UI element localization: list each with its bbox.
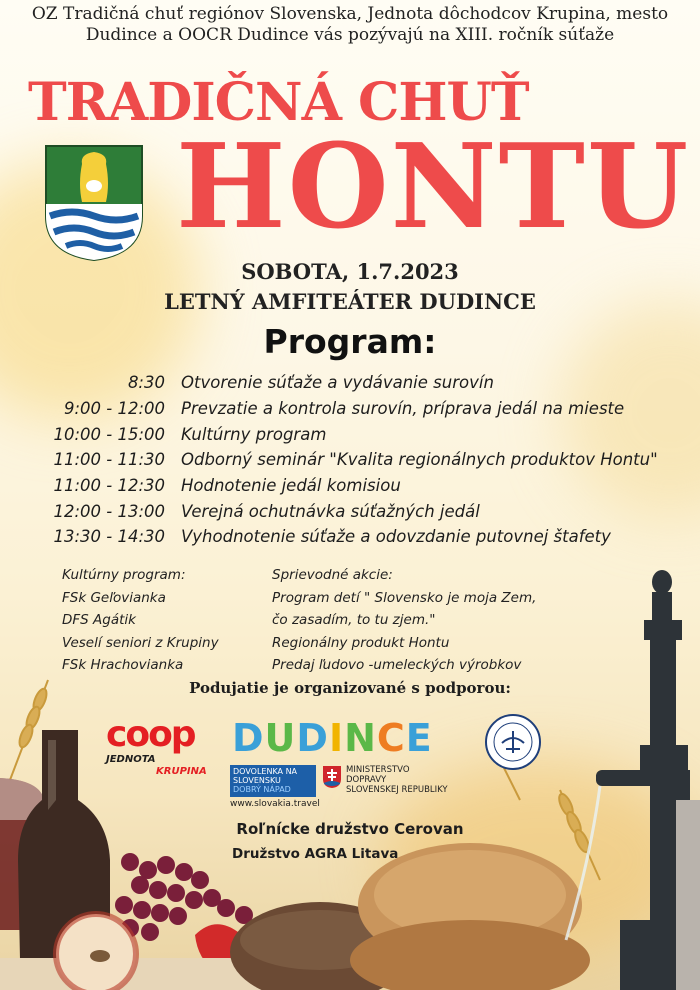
ministry-line: MINISTERSTVO: [346, 765, 410, 775]
dudince-letter: I: [328, 716, 345, 760]
cultural-item: FSk Hrachovianka: [62, 657, 184, 673]
support-heading: Podujatie je organizované s podporou:: [189, 679, 511, 697]
side-events: [272, 564, 536, 677]
schedule-event: Prevzatie a kontrola surovín, príprava jedál na mieste: [181, 399, 625, 419]
dudince-letter: D: [232, 716, 265, 760]
cultural-item: DFS Agátik: [62, 612, 136, 628]
dudince-logo: [232, 716, 433, 760]
intro-line: Dudince a OOCR Dudince vás pozývajú na XIII. ročník súťaže: [85, 25, 615, 45]
side-events-heading: Sprievodné akcie:: [272, 567, 393, 583]
cultural-item: FSk Geľovianka: [62, 589, 166, 606]
side-event-item: Program detí " Slovensko je moja Zem,: [272, 589, 537, 606]
event-date: SOBOTA, 1.7.2023: [241, 259, 459, 284]
dudince-crest-icon: [44, 144, 144, 262]
title-line-2: HONTU: [176, 119, 691, 255]
sponsor-cerovan: Roľnícke družstvo Cerovan: [236, 820, 464, 838]
schedule-row: [40, 473, 680, 499]
schedule-time: 10:00 - 15:00: [53, 424, 165, 444]
cultural-program: [62, 564, 219, 677]
dovolenka-text: DOVOLENKA NA SLOVENSKU: [233, 767, 298, 785]
sponsor-agra: Družstvo AGRA Litava: [232, 846, 399, 862]
side-event-item: čo zasadím, to tu zjem.": [272, 612, 436, 628]
coop-jednota: JEDNOTA: [106, 754, 156, 765]
event-venue: LETNÝ AMFITEÁTER DUDINCE: [164, 289, 536, 314]
coop-krupina: KRUPINA: [156, 766, 207, 777]
event-info: [0, 257, 700, 317]
schedule-event: Hodnotenie jedál komisiou: [181, 476, 401, 496]
schedule-time: 12:00 - 13:00: [53, 501, 165, 521]
dudince-letter: E: [405, 716, 433, 760]
program-heading: Program:: [263, 322, 437, 361]
schedule-row: [40, 421, 680, 447]
ministry-line: SLOVENSKEJ REPUBLIKY: [346, 785, 448, 795]
schedule-event: Kultúrny program: [181, 424, 327, 444]
grapes: [115, 853, 253, 941]
schedule-time: 9:00 - 12:00: [63, 399, 165, 419]
coop-logo: [106, 716, 212, 778]
slovakia-travel-url: www.slovakia.travel: [230, 799, 320, 809]
slovakia-travel-logo: [230, 765, 316, 797]
dudince-letter: C: [376, 716, 406, 760]
dudince-letter: D: [296, 716, 329, 760]
schedule-row: [40, 524, 680, 550]
schedule-row: [40, 498, 680, 524]
schedule-time: 8:30: [127, 373, 165, 393]
senior-union-round-logo-icon: [484, 713, 542, 771]
cultural-item: Veselí seniori z Krupiny: [62, 634, 219, 651]
coop-wordmark: coop: [106, 714, 195, 755]
schedule-time: 13:30 - 14:30: [53, 527, 165, 547]
schedule-time: 11:00 - 12:30: [53, 476, 165, 496]
side-event-item: Predaj ľudovo -umeleckých výrobkov: [272, 657, 522, 673]
title-line-1: TRADIČNÁ CHUŤ: [28, 72, 529, 133]
schedule-event: Odborný seminár "Kvalita regionálnych produktov Hontu": [181, 450, 658, 470]
schedule-row: [40, 447, 680, 473]
schedule-row: [40, 396, 680, 422]
ministry-logo: [322, 765, 462, 799]
ministry-line: DOPRAVY: [346, 775, 387, 785]
side-event-item: Regionálny produkt Hontu: [272, 634, 450, 651]
dudince-letter: U: [264, 716, 297, 760]
dobry-napad-text: DOBRÝ NÁPAD: [233, 785, 291, 794]
intro-line: OZ Tradičná chuť regiónov Slovenska, Jednota dôchodcov Krupina, mesto: [31, 4, 669, 24]
program-schedule: [40, 370, 680, 550]
schedule-event: Otvorenie súťaže a vydávanie surovín: [181, 373, 494, 393]
slovak-coat-of-arms-icon: [322, 765, 342, 789]
ministry-text: [346, 765, 448, 795]
schedule-time: 11:00 - 11:30: [53, 450, 165, 470]
cultural-heading: Kultúrny program:: [62, 567, 186, 583]
intro-text: [0, 4, 700, 46]
schedule-row: [40, 370, 680, 396]
dudince-letter: N: [344, 716, 377, 760]
schedule-event: Verejná ochutnávka súťažných jedál: [181, 501, 480, 521]
schedule-event: Vyhodnotenie súťaže a odovzdanie putovnej štafety: [181, 527, 611, 547]
